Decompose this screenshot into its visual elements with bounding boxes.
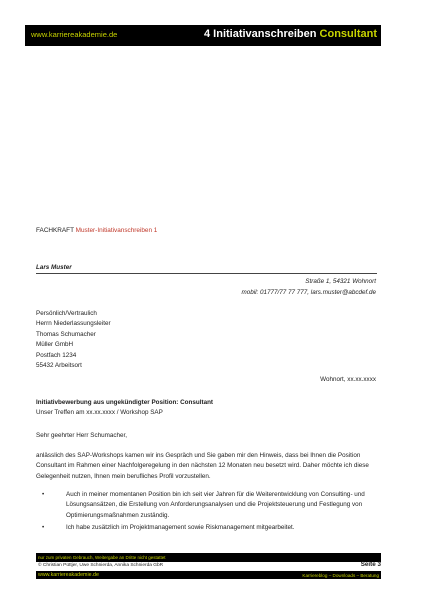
recipient-line: Herrn Niederlassungsleiter	[36, 320, 111, 328]
bullet-icon: •	[42, 524, 45, 532]
header-title	[204, 28, 377, 40]
document-type-subtitle: Muster-Initiativanschreiben 1	[75, 227, 158, 234]
footer-bar	[36, 571, 381, 579]
header-title-accent: Consultant	[319, 28, 377, 40]
footer-links[interactable]: Karriereblog – Downloads – Beratung	[302, 572, 379, 578]
recipient-address	[36, 309, 111, 371]
header-title-main: 4 Initiativanschreiben	[204, 28, 320, 40]
list-item	[36, 490, 381, 521]
recipient-line: Thomas Schumacher	[36, 330, 96, 338]
sender-address	[241, 277, 376, 298]
list-item-text: Ich habe zusätzlich im Projektmanagement sowie Riskmanagement mitgearbeitet.	[66, 524, 295, 532]
subject-block	[36, 398, 213, 418]
sender-divider	[36, 273, 377, 274]
document-type-label: FACHKRAFT	[36, 227, 76, 234]
subject-reference: Unser Treffen am xx.xx.xxxx / Workshop SAP	[36, 409, 163, 416]
sender-name: Lars Muster	[36, 264, 72, 271]
list-item-text: Auch in meiner momentanen Position bin ich seit vier Jahren für die Weiterentwicklung von Consulting- und Lösungsansätzen, die Erstellung von Anforderungsanalysen und die Projektsteuerung und Festlegung von Optimierungsmaßnahmen zuständig.	[66, 491, 365, 519]
footer-notice: nur zum privaten Gebrauch, Weitergabe an Dritte nicht gestattet	[36, 553, 381, 562]
footer-site-link[interactable]: www.karriereakademie.de	[38, 572, 99, 578]
header-bar	[25, 25, 381, 46]
document-type	[36, 227, 157, 234]
page-number: Seite 3	[360, 561, 381, 568]
salutation: Sehr geehrter Herr Schumacher,	[36, 432, 127, 439]
letter-date: Wohnort, xx.xx.xxxx	[320, 376, 376, 383]
subject-title: Initiativbewerbung aus ungekündigter Position: Consultant	[36, 399, 214, 406]
intro-paragraph: anlässlich des SAP-Workshops kamen wir ins Gespräch und Sie gaben mir den Hinweis, dass bei Ihnen die Position Consultant im Rahmen einer Nachfolgeregelung in den nächsten 12 Monaten neu besetzt wird. Daher möchte ich diese Gelegenheit nutzen, Ihnen mein berufliches Profil vorzustellen.	[36, 452, 369, 480]
header-site-link[interactable]: www.karriereakademie.de	[31, 30, 118, 39]
recipient-line: Müller GmbH	[36, 341, 74, 349]
list-item	[36, 523, 381, 533]
recipient-line: Postfach 1234	[36, 351, 77, 359]
bullet-icon: •	[42, 491, 45, 498]
footer-copyright: © Christian Püttjer, Uwe Schnierda, Annika Schnierda GbR	[38, 563, 164, 568]
sender-contact: mobil: 01777/77 77 777, lars.muster@abcdef.de	[241, 288, 376, 296]
sender-street: Straße 1, 54321 Wohnort	[305, 278, 376, 285]
recipient-line: Persönlich/Vertraulich	[36, 310, 97, 317]
bullet-list	[36, 490, 381, 534]
recipient-line: 55432 Arbeitsort	[36, 362, 82, 370]
